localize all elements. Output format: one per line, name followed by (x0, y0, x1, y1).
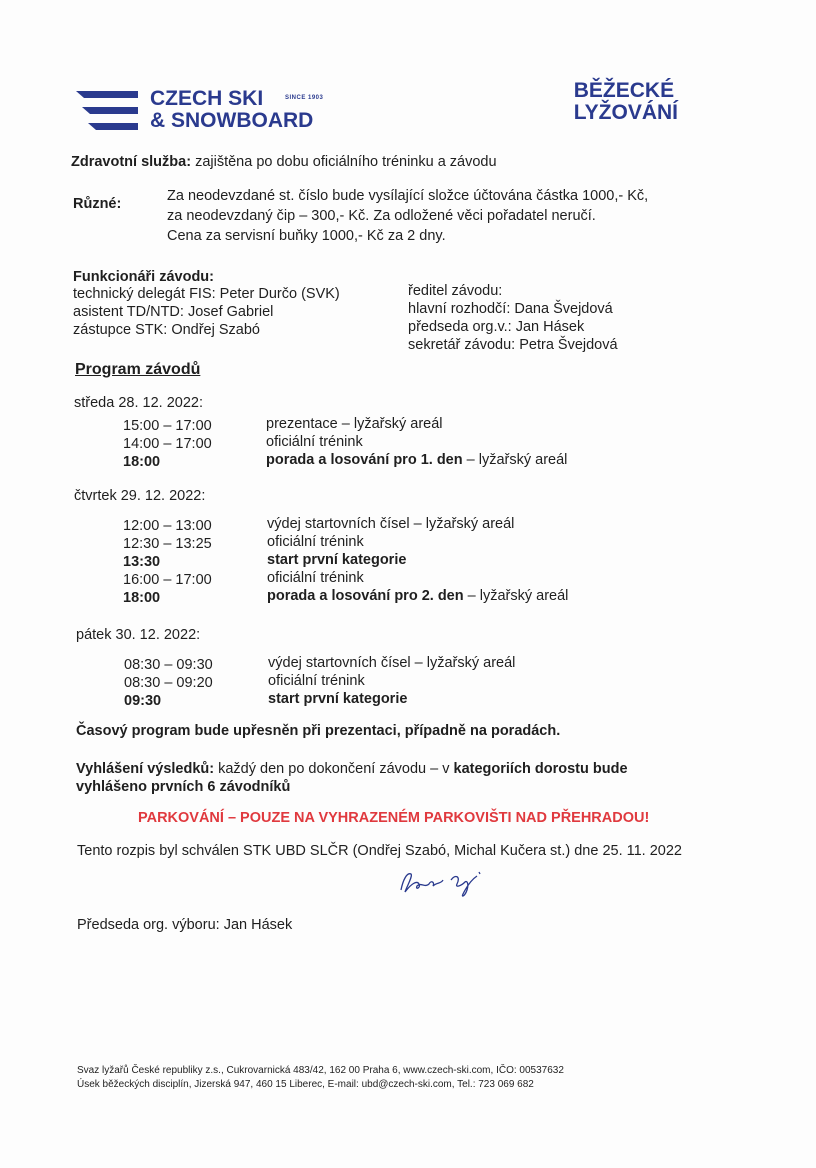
schedule-item-text: oficiální trénink (267, 534, 364, 550)
schedule-item-text: – lyžařský areál (462, 452, 568, 468)
misc-line: za neodevzdaný čip – 300,- Kč. Za odložené věci pořadatel neručí. (167, 208, 596, 224)
misc-line: Cena za servisní buňky 1000,- Kč za 2 dny. (167, 228, 446, 244)
schedule-time: 08:30 – 09:20 (124, 675, 213, 691)
committee-chair: Předseda org. výboru: Jan Hásek (77, 917, 293, 933)
schedule-time: 12:30 – 13:25 (123, 536, 212, 552)
schedule-items (267, 515, 568, 605)
schedule-item (267, 533, 568, 551)
schedule-item-text: – lyžařský areál (463, 588, 569, 604)
schedule-item (266, 451, 567, 469)
health-service (71, 153, 497, 171)
discipline-line1: BĚŽECKÉ (573, 79, 675, 102)
schedule-item (267, 587, 568, 605)
schedule-item (267, 569, 568, 587)
schedule-item (267, 551, 568, 569)
schedule-item (266, 433, 567, 451)
officials-title: Funkcionáři závodu: (73, 269, 214, 285)
schedule-time: 16:00 – 17:00 (123, 572, 212, 588)
discipline-title (574, 80, 678, 124)
schedule-time: 12:00 – 13:00 (123, 518, 212, 534)
parking-notice: PARKOVÁNÍ – POUZE NA VYHRAZENÉM PARKOVIŠTI NAD PŘEHRADOU! (138, 810, 650, 826)
health-label: Zdravotní služba: (71, 154, 192, 170)
misc-line: Za neodevzdané st. číslo bude vysílající složce účtována částka 1000,- Kč, (167, 188, 649, 204)
schedule-item-bold: porada a losování pro 1. den (266, 452, 463, 468)
schedule-item (268, 690, 515, 708)
program-title: Program závodů (75, 361, 201, 378)
health-text: zajištěna po dobu oficiálního tréninku a závodu (195, 154, 497, 170)
approval-text: Tento rozpis byl schválen STK UBD SLČR (Ondřej Szabó, Michal Kučera st.) dne 25. 11. 2022 (77, 843, 682, 859)
officials-left (73, 285, 340, 339)
official-item: předseda org.v.: Jan Hásek (408, 319, 585, 335)
schedule-item (268, 672, 515, 690)
footer-line: Úsek běžeckých disciplín, Jizerská 947, 460 15 Liberec, E-mail: ubd@czech-ski.com, Tel.: 723 069 682 (77, 1079, 534, 1090)
official-item: asistent TD/NTD: Josef Gabriel (73, 304, 274, 320)
results-bold-tail: kategoriích dorostu bude (453, 761, 628, 777)
schedule-items (266, 415, 567, 469)
schedule-item (267, 515, 568, 533)
schedule-item-bold: start první kategorie (267, 552, 407, 568)
schedule-time: 18:00 (123, 454, 161, 470)
discipline-line2: LYŽOVÁNÍ (573, 101, 678, 124)
schedule-times (124, 656, 213, 710)
schedule-item (266, 415, 567, 433)
official-item: hlavní rozhodčí: Dana Švejdová (408, 301, 613, 317)
schedule-time: 08:30 – 09:30 (124, 657, 213, 673)
day-date: pátek 30. 12. 2022: (76, 627, 201, 643)
schedule-item-text: oficiální trénink (267, 570, 364, 586)
schedule-time: 13:30 (123, 554, 161, 570)
footer-line: Svaz lyžařů České republiky z.s., Cukrovarnická 483/42, 162 00 Praha 6, www.czech-ski.com, IČO: 00537632 (77, 1065, 564, 1076)
czech-ski-logo-icon (76, 89, 140, 135)
logo-line2: & SNOWBOARD (150, 109, 314, 132)
brand-logo-text (150, 87, 324, 132)
official-item: ředitel závodu: (408, 283, 503, 299)
official-item: technický delegát FIS: Peter Durčo (SVK) (73, 286, 340, 302)
schedule-item-text: výdej startovních čísel – lyžařský areál (267, 516, 515, 532)
schedule-times (123, 517, 212, 607)
schedule-item-bold: start první kategorie (268, 691, 408, 707)
schedule-item-text: oficiální trénink (268, 673, 365, 689)
schedule-item-bold: porada a losování pro 2. den (267, 588, 464, 604)
logo-line1: CZECH SKI (150, 87, 264, 110)
schedule-item-text: výdej startovních čísel – lyžařský areál (268, 655, 516, 671)
schedule-items (268, 654, 515, 708)
schedule-time: 15:00 – 17:00 (123, 418, 212, 434)
results-text: každý den po dokončení závodu – v (214, 761, 454, 777)
results-announcement (76, 760, 628, 796)
day-date: čtvrtek 29. 12. 2022: (74, 488, 206, 504)
schedule-times (123, 417, 212, 471)
day-date: středa 28. 12. 2022: (74, 395, 203, 411)
schedule-time: 14:00 – 17:00 (123, 436, 212, 452)
footer (77, 1064, 564, 1092)
signature-icon (395, 866, 490, 900)
misc-text (167, 186, 648, 246)
schedule-time: 18:00 (123, 590, 161, 606)
schedule-item-text: prezentace – lyžařský areál (266, 416, 443, 432)
schedule-note: Časový program bude upřesněn při prezentaci, případně na poradách. (76, 723, 561, 739)
results-line2: vyhlášeno prvních 6 závodníků (76, 779, 291, 795)
schedule-time: 09:30 (124, 693, 162, 709)
officials-right (408, 282, 618, 354)
official-item: zástupce STK: Ondřej Szabó (73, 322, 260, 338)
misc-label: Různé: (73, 196, 122, 212)
schedule-item-text: oficiální trénink (266, 434, 363, 450)
schedule-item (268, 654, 515, 672)
results-label: Vyhlášení výsledků: (76, 761, 215, 777)
official-item: sekretář závodu: Petra Švejdová (408, 337, 618, 353)
logo-since: SINCE 1903 (285, 95, 324, 101)
